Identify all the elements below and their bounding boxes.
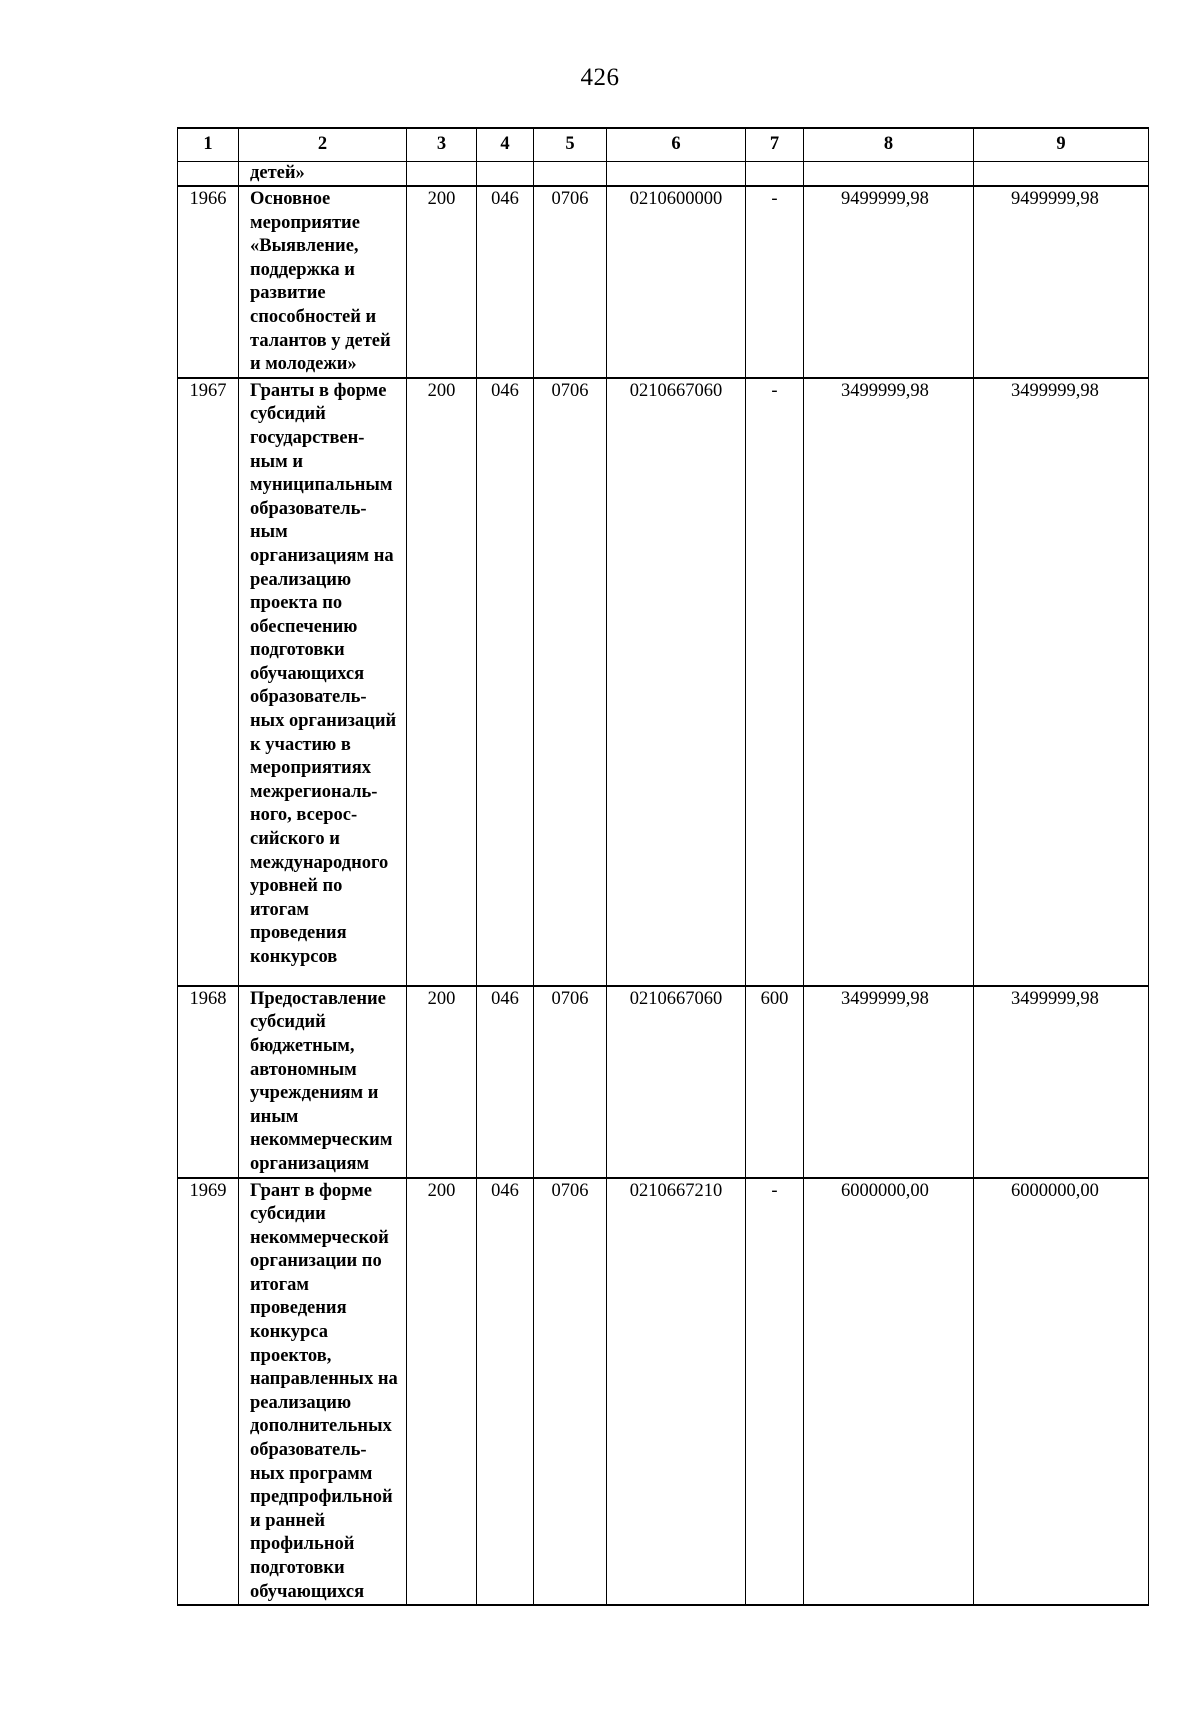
- row-col-4: 046: [477, 1178, 534, 1606]
- cell-empty: [534, 162, 607, 187]
- header-row: [178, 128, 1149, 162]
- row-name: Грант в форме субсидии некоммерческой организации по итогам проведения конкурса проектов, направленных на реализацию дополнительных образователь-ных программ предпрофильной и ранней профильной подготовки обучающихся: [239, 1178, 407, 1606]
- header-col-4: 4: [477, 128, 534, 162]
- header-col-7: 7: [746, 128, 804, 162]
- row-col-3: 200: [407, 986, 477, 1178]
- cell-empty: [974, 162, 1149, 187]
- row-name: Гранты в форме субсидий государствен-ным и муниципальным образователь-ным организациям на реализацию проекта по обеспечению подготовки обучающихся образователь-ных организаций к участию в мероприятиях межрегиональ-ного, всерос-сийского и международного уровней по итогам проведения конкурсов: [239, 378, 407, 986]
- row-col-5: 0706: [534, 986, 607, 1178]
- row-number: 1968: [178, 986, 239, 1178]
- row-col-6: 0210667210: [607, 1178, 746, 1606]
- row-amount-8: 6000000,00: [804, 1178, 974, 1606]
- cell-empty: [178, 162, 239, 187]
- cell-empty: [477, 162, 534, 187]
- table-row: [178, 986, 1149, 1178]
- row-number: 1966: [178, 186, 239, 378]
- row-number: 1967: [178, 378, 239, 986]
- cell-continuation: [239, 162, 407, 187]
- row-amount-8: 9499999,98: [804, 186, 974, 378]
- row-col-7: -: [746, 378, 804, 986]
- header-col-6: 6: [607, 128, 746, 162]
- row-amount-8: 3499999,98: [804, 986, 974, 1178]
- header-col-1: 1: [178, 128, 239, 162]
- row-number: 1969: [178, 1178, 239, 1606]
- header-col-9: 9: [974, 128, 1149, 162]
- continuation-row: [178, 162, 1149, 187]
- row-amount-8: 3499999,98: [804, 378, 974, 986]
- row-col-5: 0706: [534, 378, 607, 986]
- table-header: [178, 128, 1149, 162]
- cell-empty: [746, 162, 804, 187]
- row-col-5: 0706: [534, 186, 607, 378]
- row-amount-9: 6000000,00: [974, 1178, 1149, 1606]
- row-col-4: 046: [477, 378, 534, 986]
- table-body: [178, 162, 1149, 1606]
- row-name: Предоставление субсидий бюджетным, автономным учреждениям и иным некоммерческим организациям: [239, 986, 407, 1178]
- table-row: [178, 186, 1149, 378]
- row-name: Основное мероприятие «Выявление, поддержка и развитие способностей и талантов у детей и молодежи»: [239, 186, 407, 378]
- budget-table: [177, 127, 1149, 1606]
- row-col-6: 0210667060: [607, 986, 746, 1178]
- page-number: 426: [580, 64, 620, 91]
- continuation-text: детей»: [250, 163, 305, 183]
- row-col-3: 200: [407, 1178, 477, 1606]
- header-col-3: 3: [407, 128, 477, 162]
- row-col-6: 0210600000: [607, 186, 746, 378]
- header-col-8: 8: [804, 128, 974, 162]
- cell-empty: [607, 162, 746, 187]
- header-col-5: 5: [534, 128, 607, 162]
- cell-empty: [407, 162, 477, 187]
- cell-empty: [804, 162, 974, 187]
- row-col-3: 200: [407, 186, 477, 378]
- row-col-3: 200: [407, 378, 477, 986]
- header-col-2: 2: [239, 128, 407, 162]
- table-row: [178, 1178, 1149, 1606]
- row-amount-9: 9499999,98: [974, 186, 1149, 378]
- row-amount-9: 3499999,98: [974, 986, 1149, 1178]
- table-row: [178, 378, 1149, 986]
- row-col-7: -: [746, 186, 804, 378]
- row-col-7: -: [746, 1178, 804, 1606]
- row-amount-9: 3499999,98: [974, 378, 1149, 986]
- row-col-4: 046: [477, 986, 534, 1178]
- row-col-4: 046: [477, 186, 534, 378]
- row-col-7: 600: [746, 986, 804, 1178]
- row-col-6: 0210667060: [607, 378, 746, 986]
- row-col-5: 0706: [534, 1178, 607, 1606]
